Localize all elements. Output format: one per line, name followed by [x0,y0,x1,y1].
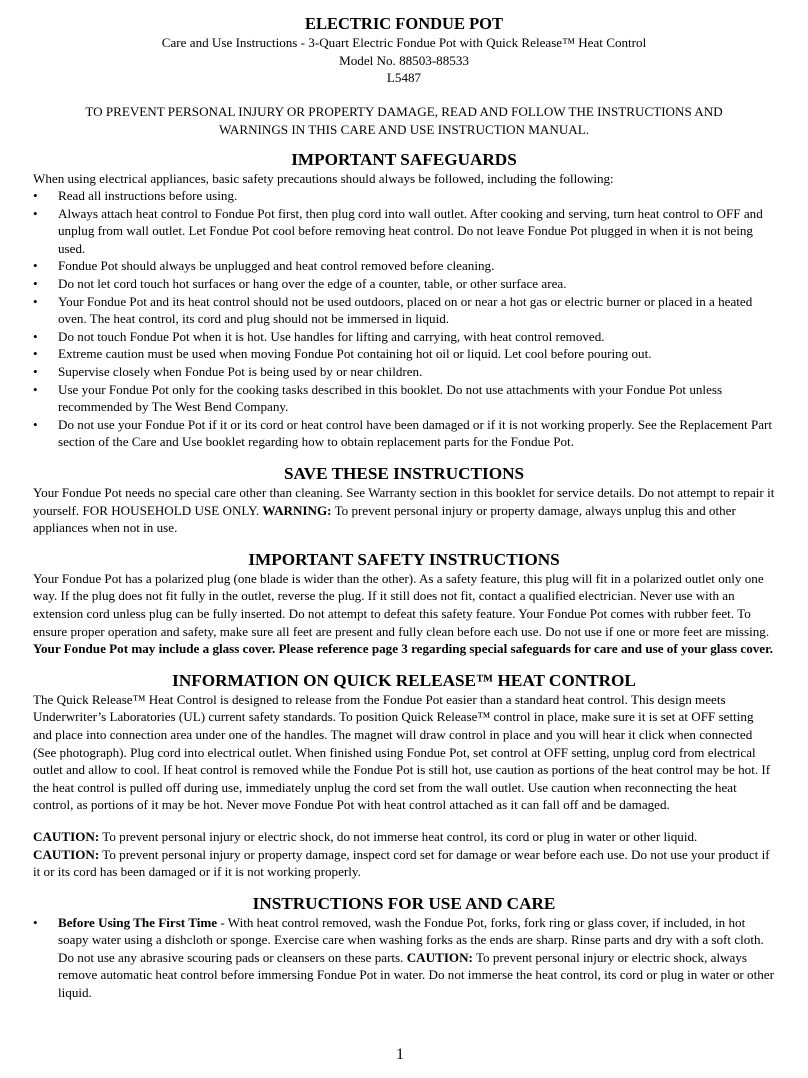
bullet-icon: • [33,416,38,432]
use-care-list [33,914,775,1002]
caution-label: CAUTION: [406,949,473,965]
model-number: Model No. 88503-88533 [339,52,469,68]
top-warning-line: WARNINGS IN THIS CARE AND USE INSTRUCTION MANUAL. [218,121,590,137]
glass-cover-note: Your Fondue Pot may include a glass cover. Please reference page 3 regarding special safeguards for care and use of your glass cover. [33,641,773,657]
quick-release-section [33,670,775,814]
list-item: • Do not touch Fondue Pot when it is hot. Use handles for lifting and carrying, with heat control removed. [33,328,605,344]
list-item: • Always attach heat control to Fondue Pot first, then plug cord into wall outlet. After cooking and serving, turn heat control to OFF and unplug from wall outlet. Let Fondue Pot cool before removing heat control. Do not leave Fondue Pot plugged in when it is not being used. [33,205,763,256]
caution-label: CAUTION: [33,846,100,862]
bullet-icon: • [33,328,38,344]
bullet-icon: • [33,276,38,292]
caution-label: CAUTION: [33,828,100,844]
cautions-block [33,828,775,881]
safeguards-heading: IMPORTANT SAFEGUARDS [291,149,517,169]
use-care-heading: INSTRUCTIONS FOR USE AND CARE [252,893,556,913]
manual-page [33,14,775,1002]
document-subtitle: Care and Use Instructions - 3-Quart Electric Fondue Pot with Quick Release™ Heat Control [161,35,647,50]
bullet-icon: • [33,293,38,309]
page-number: 1 [396,1046,404,1063]
list-item: • Do not let cord touch hot surfaces or hang over the edge of a counter, table, or other surface area. [33,276,567,292]
safety-heading: IMPORTANT SAFETY INSTRUCTIONS [248,549,560,569]
top-warning [33,103,775,139]
bullet-icon: • [33,364,38,380]
list-item: • Before Using The First Time - With heat control removed, wash the Fondue Pot, forks, fork ring or glass cover, if included, in hot soapy water using a dishcloth or sponge. Exercise care when washing forks as the ends are sharp. Rinse parts and dry with a soft cloth. Do not use any abrasive scouring pads or cleansers on these parts. CAUTION: To prevent personal injury or electric shock, always remove automatic heat control before immersing Fondue Pot in water. Do not immerse the heat control, its cord or plug in water or other liquid. [33,914,774,1001]
first-time-label: Before Using The First Time [58,914,218,930]
list-item: • Use your Fondue Pot only for the cooking tasks described in this booklet. Do not use attachments with your Fondue Pot unless recommended by The West Bend Company. [33,381,723,415]
bullet-icon: • [33,188,38,204]
top-warning-line: TO PREVENT PERSONAL INJURY OR PROPERTY DAMAGE, READ AND FOLLOW THE INSTRUCTIONS AND [85,103,723,119]
safeguards-intro: When using electrical appliances, basic safety precautions should always be followed, including the following: [33,170,614,186]
warning-label: WARNING: [262,502,332,518]
list-item: • Your Fondue Pot and its heat control should not be used outdoors, placed on or near a hot gas or electric burner or placed in a heated oven. The heat control, its cord and plug should not be immersed in liquid. [33,293,753,327]
bullet-icon: • [33,346,38,362]
bullet-icon: • [33,381,38,397]
list-item: • Supervise closely when Fondue Pot is being used by or near children. [33,364,423,380]
quick-release-text: The Quick Release™ Heat Control is designed to release from the Fondue Pot easier than a standard heat control. This design meets Underwriter’s Laboratories (UL) current safety standards. To position Quick Release™ control in place, make sure it is set at OFF setting and place into connection area under one of the handles. The magnet will draw control in place and you will hear it click when connected (See photograph). Plug cord into electrical outlet. When finished using Fondue Pot, set control at OFF setting, unplug cord from electrical outlet and allow to cool. If heat control is removed while the Fondue Pot is still hot, use caution as portions of the heat control may be hot. If the heat control is pulled off during use, immediately unplug the cord set from the wall outlet. Use caution when reconnecting the heat control, as portions of it may be hot. Never move Fondue Pot with heat control attached as it can fall off and be damaged. [33,691,771,813]
safety-section [33,549,775,658]
document-code: L5487 [386,70,422,85]
safeguards-list [33,187,775,451]
safety-text: Your Fondue Pot has a polarized plug (one blade is wider than the other). As a safety feature, this plug will fit in a polarized outlet only one way. If the plug does not fit fully in the outlet, reverse the plug. If it still does not fit, contact a qualified electrician. Never use with an extension cord unless plug can be fully inserted. Do not attempt to defeat this safety feature. Your Fondue Pot comes with rubber feet. To ensure proper operation and safety, make sure all feet are present and fully clean before each use. Do not use if one or more feet are missing. Your Fondue Pot may include a glass cover. Please reference page 3 regarding special safeguards for care and use of your glass cover. [33,570,773,657]
bullet-icon: • [33,205,38,221]
list-item: • Extreme caution must be used when moving Fondue Pot containing hot oil or liquid. Let cool before pouring out. [33,346,652,362]
list-item: • Fondue Pot should always be unplugged and heat control removed before cleaning. [33,258,495,274]
save-heading: SAVE THESE INSTRUCTIONS [283,464,525,483]
save-section [33,463,775,537]
list-item: • Read all instructions before using. [33,188,238,204]
caution-line: CAUTION: To prevent personal injury or property damage, inspect cord set for damage or wear before each use. Do not use your product if it or its cord has been damaged or if it is not working properly. [33,846,770,880]
safeguards-section [33,149,775,452]
bullet-icon: • [33,258,38,274]
document-title: ELECTRIC FONDUE POT [304,14,504,33]
list-item: • Do not use your Fondue Pot if it or its cord or heat control have been damaged or if it is not working properly. See the Replacement Part section of the Care and Use booklet regarding how to obtain replacement parts for the Fondue Pot. [33,416,773,450]
use-care-section [33,893,775,1002]
caution-line: CAUTION: To prevent personal injury or electric shock, do not immerse heat control, its cord or plug in water or other liquid. [33,828,698,844]
save-text: Your Fondue Pot needs no special care other than cleaning. See Warranty section in this booklet for service details. Do not attempt to repair it yourself. FOR HOUSEHOLD USE ONLY. WARNING: To prevent personal injury or property damage, always unplug this and other appliances when not in use. [33,485,775,536]
quick-release-heading: INFORMATION ON QUICK RELEASE™ HEAT CONTROL [172,670,636,690]
bullet-icon: • [33,914,38,930]
document-header [33,14,775,139]
